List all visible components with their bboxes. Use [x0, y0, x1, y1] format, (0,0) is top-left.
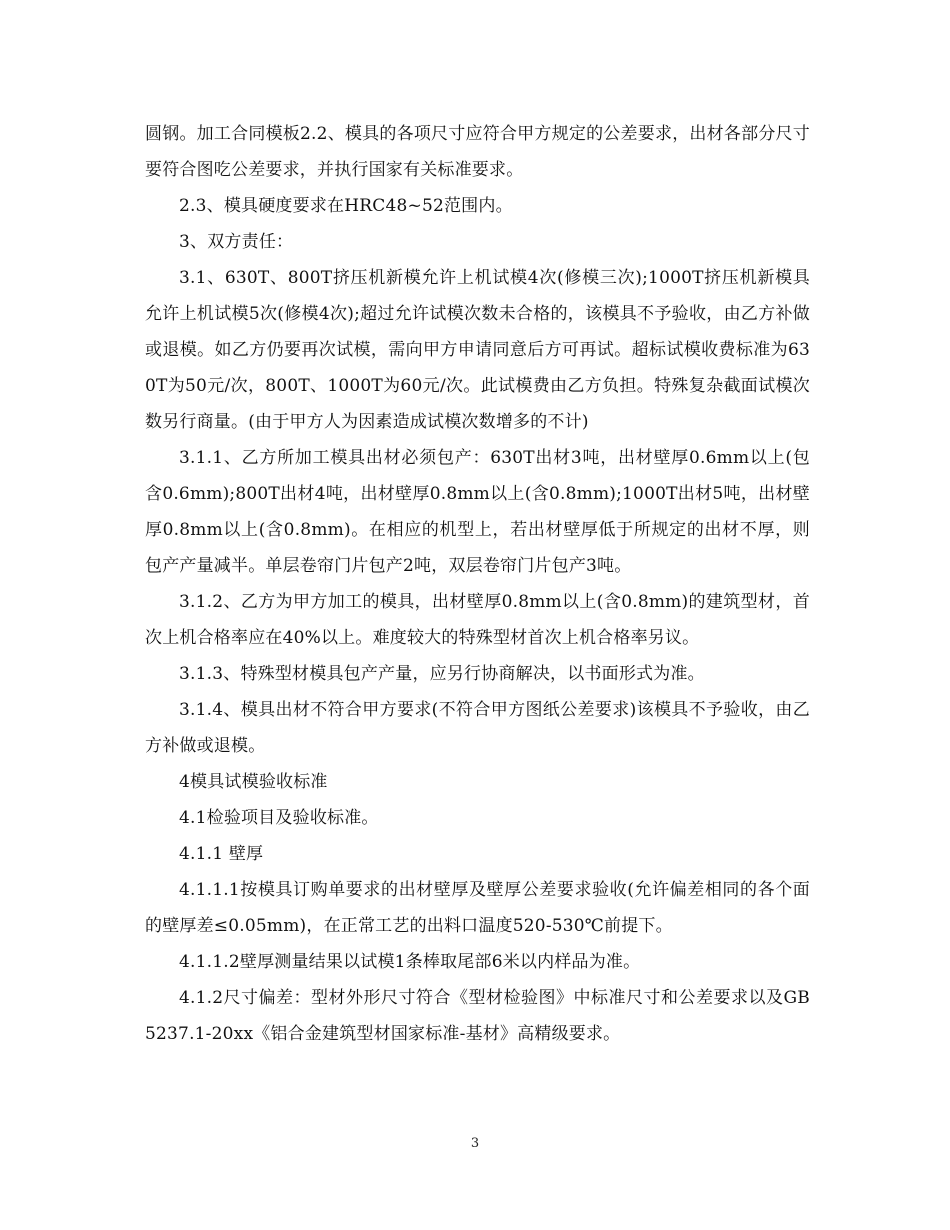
paragraph: 4.1.1 壁厚 — [179, 844, 264, 864]
paragraph: 3.1.4、模具出材不符合甲方要求(不符合甲方图纸公差要求)该模具不予验收，由乙方补做或退模。 — [145, 700, 810, 756]
paragraph: 2.3、模具硬度要求在HRC48~52范围内。 — [179, 196, 513, 216]
paragraph: 3.1.2、乙方为甲方加工的模具，出材壁厚0.8mm以上(含0.8mm)的建筑型材，首次上机合格率应在40%以上。难度较大的特殊型材首次上机合格率另议。 — [145, 592, 810, 648]
document-body — [145, 116, 810, 1052]
paragraph: 3、双方责任： — [179, 232, 294, 252]
paragraph: 4.1检验项目及验收标准。 — [179, 808, 379, 828]
paragraph: 4.1.1.2壁厚测量结果以试模1条棒取尾部6米以内样品为准。 — [179, 952, 641, 972]
paragraph: 圆钢。加工合同模板2.2、模具的各项尺寸应符合甲方规定的公差要求，出材各部分尺寸要符合图吃公差要求，并执行国家有关标准要求。 — [145, 124, 810, 180]
paragraph: 3.1.1、乙方所加工模具出材必须包产：630T出材3吨，出材壁厚0.6mm以上(包含0.6mm);800T出材4吨，出材壁厚0.8mm以上(含0.8mm);1000T出材5吨，出材壁厚0.8mm以上(含0.8mm)。在相应的机型上，若出材壁厚低于所规定的出材不厚，则包产产量减半。单层卷帘门片包产2吨，双层卷帘门片包产3吨。 — [145, 448, 810, 576]
page-number: 3 — [470, 1136, 480, 1151]
paragraph: 3.1.3、特殊型材模具包产产量，应另行协商解决，以书面形式为准。 — [179, 664, 705, 684]
paragraph: 4.1.2尺寸偏差：型材外形尺寸符合《型材检验图》中标准尺寸和公差要求以及GB5237.1-20xx《铝合金建筑型材国家标准-基材》高精级要求。 — [145, 988, 810, 1044]
paragraph: 4模具试模验收标准 — [179, 772, 328, 792]
paragraph: 4.1.1.1按模具订购单要求的出材壁厚及壁厚公差要求验收(允许偏差相同的各个面的壁厚差≤0.05mm)，在正常工艺的出料口温度520-530℃前提下。 — [145, 880, 810, 936]
paragraph: 3.1、630T、800T挤压机新模允许上机试模4次(修模三次);1000T挤压机新模具允许上机试模5次(修模4次);超过允许试模次数未合格的，该模具不予验收，由乙方补做或退模。如乙方仍要再次试模，需向甲方申请同意后方可再试。超标试模收费标准为630T为50元/次，800T、1000T为60元/次。此试模费由乙方负担。特殊复杂截面试模次数另行商量。(由于甲方人为因素造成试模次数增多的不计) — [145, 268, 810, 432]
